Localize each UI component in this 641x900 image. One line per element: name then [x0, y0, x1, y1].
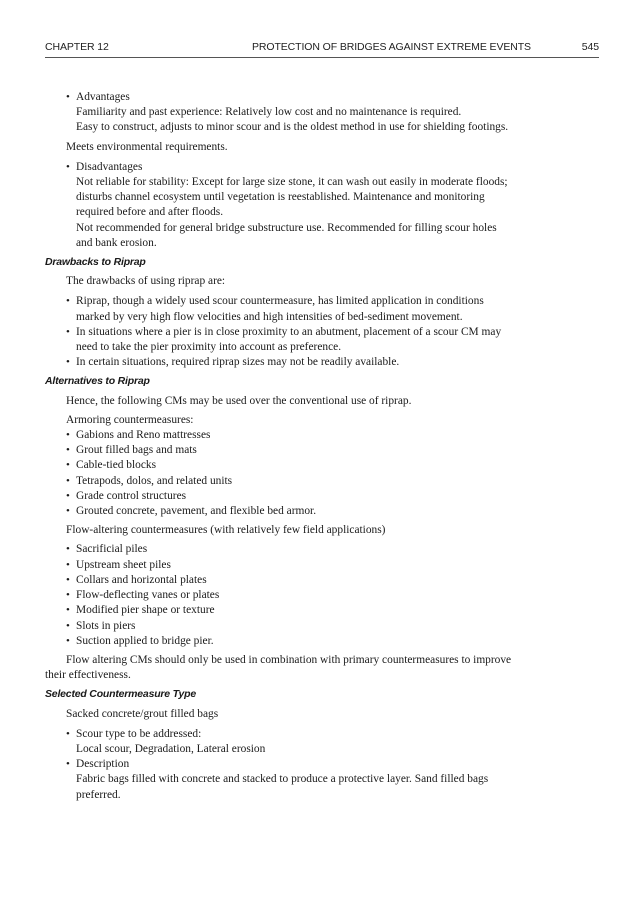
alternatives-intro: Hence, the following CMs may be used over the conventional use of riprap. [66, 394, 412, 407]
list-item [45, 757, 515, 803]
chapter-label: CHAPTER 12 [45, 41, 109, 53]
list-item: • In situations where a pier is in close proximity to an abutment, placement of a scour CM may need to take the pier proximity into account as preference. [45, 325, 515, 355]
list-item: • Sacrificial piles [45, 542, 515, 557]
drawbacks-intro: The drawbacks of using riprap are: [66, 275, 226, 288]
list-item: • Upstream sheet piles [45, 558, 515, 573]
list-item: • Slots in piers [45, 619, 515, 634]
selected-heading: Selected Countermeasure Type [45, 688, 196, 701]
page-number: 545 [581, 41, 599, 53]
list-item: • Collars and horizontal plates [45, 573, 515, 588]
disadvantages-item [45, 160, 515, 251]
running-header [45, 41, 599, 57]
list-item: • Flow-deflecting vanes or plates [45, 588, 515, 603]
armoring-label: Armoring countermeasures: [66, 413, 194, 426]
list-item: • In certain situations, required riprap sizes may not be readily available. [45, 355, 515, 370]
list-item: • Modified pier shape or texture [45, 603, 515, 618]
list-item [45, 727, 515, 757]
advantages-label: • Advantages [76, 91, 130, 103]
scour-value: Local scour, Degradation, Lateral erosion [76, 742, 266, 755]
description-value: Fabric bags filled with concrete and stacked to produce a protective layer. Sand filled bags preferred. [76, 773, 489, 801]
disadvantages-list [45, 160, 515, 251]
flow-label: Flow-altering countermeasures (with relatively few field applications) [66, 524, 386, 537]
list-item: • Tetrapods, dolos, and related units [45, 474, 515, 489]
armoring-list [45, 428, 515, 519]
selected-list [45, 727, 515, 803]
flow-list [45, 542, 515, 648]
list-item: • Riprap, though a widely used scour countermeasure, has limited application in conditions marked by very high flow velocities and high intensities of bed-sediment movement. [45, 294, 515, 324]
advantages-line: Easy to construct, adjusts to minor scour and is the oldest method in use for shielding footings. [76, 121, 509, 134]
env-text: Meets environmental requirements. [66, 140, 228, 153]
alternatives-closing: Flow altering CMs should only be used in combination with primary countermeasures to improve their effectiveness. [45, 653, 512, 682]
scour-label: • Scour type to be addressed: [76, 727, 202, 740]
advantages-item [45, 90, 515, 136]
disadvantages-line: Not recommended for general bridge substructure use. Recommended for filling scour holes and bank erosion. [76, 221, 497, 249]
selected-intro: Sacked concrete/grout filled bags [66, 707, 219, 720]
header-rule [45, 57, 599, 58]
drawbacks-list [45, 294, 515, 370]
alternatives-heading: Alternatives to Riprap [45, 375, 150, 388]
list-item: • Grade control structures [45, 489, 515, 504]
list-item: • Grout filled bags and mats [45, 443, 515, 458]
description-label: • Description [76, 758, 130, 771]
drawbacks-heading: Drawbacks to Riprap [45, 256, 146, 269]
disadvantages-line: Not reliable for stability: Except for large size stone, it can wash out easily in moderate floods; disturbs channel ecosystem until vegetation is reestablished. Maintenance and monitoring required before and after floods. [76, 176, 508, 219]
advantages-line: Familiarity and past experience: Relatively low cost and no maintenance is required. [76, 106, 462, 119]
page-body [45, 90, 515, 803]
list-item: • Cable-tied blocks [45, 458, 515, 473]
list-item: • Gabions and Reno mattresses [45, 428, 515, 443]
list-item: • Suction applied to bridge pier. [45, 634, 515, 649]
advantages-list [45, 90, 515, 136]
list-item: • Grouted concrete, pavement, and flexible bed armor. [45, 504, 515, 519]
disadvantages-label: • Disadvantages [76, 160, 143, 173]
chapter-title: PROTECTION OF BRIDGES AGAINST EXTREME EVENTS [252, 41, 531, 53]
